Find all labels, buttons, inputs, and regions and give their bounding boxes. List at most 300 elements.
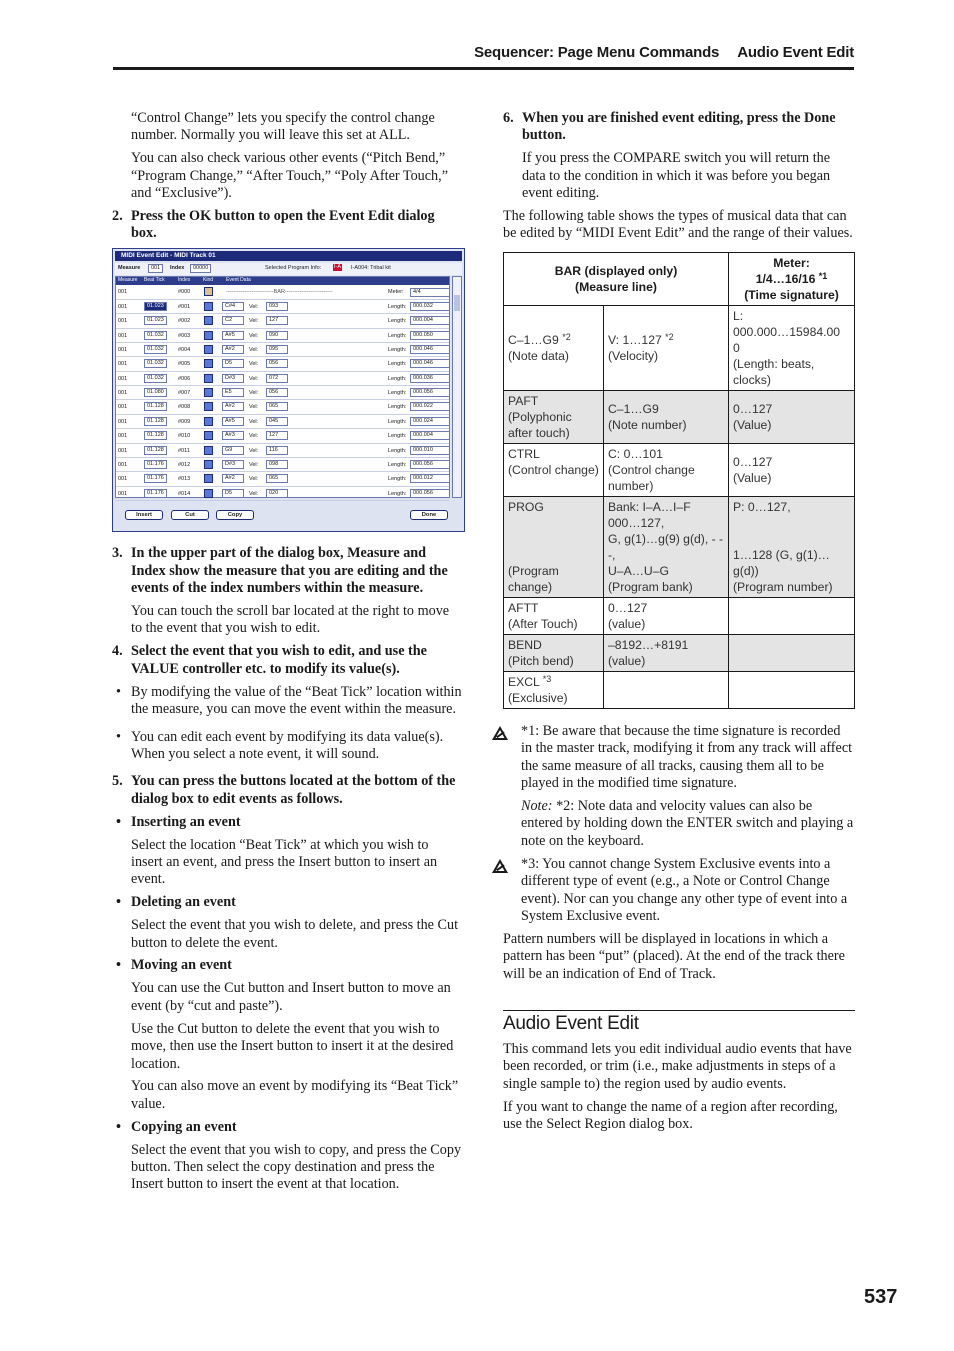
row-velocity[interactable]: 056 xyxy=(266,359,288,368)
index-field[interactable]: 00000 xyxy=(190,264,211,273)
note-icon xyxy=(204,474,213,483)
length-label: Length: xyxy=(388,476,407,483)
col-event-data: Event Data xyxy=(226,277,251,284)
cell-text: (Note number) xyxy=(608,417,687,432)
step-text: In the upper part of the dialog box, Measure and Index show the measure that you are editing and the events of the index numbers within the measure. xyxy=(131,545,448,597)
row-velocity[interactable]: 065 xyxy=(266,474,288,483)
caution-note-3 xyxy=(503,856,855,926)
length-label: Length: xyxy=(388,332,407,339)
selected-info-value: I-A004: Tribal kit xyxy=(351,265,391,272)
step-text: You can press the buttons located at the bottom of the dialog box to edit events as follows. xyxy=(131,773,456,807)
row-beat-tick[interactable]: 01.176 xyxy=(144,474,167,483)
row-beat-tick[interactable]: 01.128 xyxy=(144,417,167,426)
row-note[interactable]: D#3 xyxy=(222,374,244,383)
step-2 xyxy=(112,208,462,243)
table-row[interactable] xyxy=(116,300,449,314)
note-icon xyxy=(204,374,213,383)
table-row xyxy=(504,597,855,634)
cell-note-length xyxy=(729,305,855,390)
table-row xyxy=(504,305,855,390)
cell-text: G, g(1)…g(9) g(d), - - -, xyxy=(608,531,724,562)
cell-aftt-type xyxy=(504,597,604,634)
row-velocity[interactable]: 116 xyxy=(266,446,288,455)
step-text: Select the event that you wish to edit, and use the VALUE controller etc. to modify its value(s). xyxy=(131,643,427,677)
step-number: 2. xyxy=(112,208,123,225)
header-bar-line2: (Measure line) xyxy=(575,279,657,294)
row-velocity[interactable]: 072 xyxy=(266,374,288,383)
row-note[interactable]: A#2 xyxy=(222,402,244,411)
bullet: • xyxy=(116,813,121,830)
row-note[interactable]: A#2 xyxy=(222,345,244,354)
vel-label: Vel: xyxy=(249,433,259,440)
row-beat-tick[interactable]: 01.128 xyxy=(144,402,167,411)
cell-text: (Length: beats, clocks) xyxy=(733,356,815,387)
row-measure: 001 xyxy=(118,318,128,325)
row-length[interactable]: 000.046 xyxy=(410,345,450,354)
table-row[interactable] xyxy=(116,372,449,386)
cell-excl-type xyxy=(504,671,604,708)
row-note[interactable]: D5 xyxy=(222,489,244,498)
paragraph: The following table shows the types of musical data that can be edited by “MIDI Event Edit” and the range of their values. xyxy=(503,208,853,242)
row-note[interactable]: C2 xyxy=(222,316,244,325)
note-icon xyxy=(204,345,213,354)
paragraph: If you want to change the name of a region after recording, use the Select Region dialog box. xyxy=(503,1098,838,1133)
row-index: #002 xyxy=(178,318,191,325)
row-note[interactable]: E5 xyxy=(222,388,244,397)
bullet: • xyxy=(116,1118,121,1135)
row-measure: 001 xyxy=(118,361,128,368)
row-index: #001 xyxy=(178,303,191,310)
cell-ctrl-type xyxy=(504,443,604,496)
table-row[interactable] xyxy=(116,400,449,414)
cell-note-type xyxy=(504,305,604,390)
table-row xyxy=(504,496,855,597)
vel-label: Vel: xyxy=(249,303,259,310)
row-velocity[interactable]: 065 xyxy=(266,402,288,411)
event-list xyxy=(115,276,450,498)
table-row[interactable] xyxy=(116,444,449,458)
cell-text: 0 xyxy=(733,340,740,355)
paragraph: “Control Change” lets you specify the control change number. Normally you will leave this set at ALL. xyxy=(131,110,435,144)
page-header xyxy=(113,44,854,70)
step-text: Press the OK button to open the Event Edit dialog box. xyxy=(131,208,435,242)
cell-text: 000…127, xyxy=(608,515,665,530)
measure-field[interactable]: 001 xyxy=(148,264,163,273)
length-label: Length: xyxy=(388,318,407,325)
cell-text: L: xyxy=(733,308,744,323)
table-row xyxy=(504,634,855,671)
subheading-text: Deleting an event xyxy=(131,894,236,911)
row-length[interactable]: 000.022 xyxy=(410,402,450,411)
length-label: Length: xyxy=(388,433,407,440)
selected-info-label: Selected Program Info: xyxy=(265,265,322,272)
length-label: Length: xyxy=(388,361,407,368)
note-text: *2: Note data and velocity values can also be entered by holding down the ENTER switch and playing a note on the keyboard. xyxy=(521,797,854,849)
length-label: Length: xyxy=(388,447,407,454)
paragraph: Use the Cut button to delete the event that you wish to move, then use the Insert button to insert it at the desired location. xyxy=(131,1020,454,1072)
row-velocity[interactable]: 127 xyxy=(266,316,288,325)
table-row[interactable] xyxy=(116,329,449,343)
row-measure: 001 xyxy=(118,375,128,382)
row-index: #006 xyxy=(178,375,191,382)
left-column xyxy=(112,110,462,1199)
note-icon xyxy=(204,302,213,311)
selected-info-badge: I-A xyxy=(334,264,342,271)
vel-label: Vel: xyxy=(249,418,259,425)
cell-text: V: 1…127 xyxy=(608,332,662,347)
dialog-title: MIDI Event Edit - MIDI Track 01 xyxy=(115,251,462,261)
insert-button[interactable]: Insert xyxy=(125,510,163,520)
row-index: #014 xyxy=(178,490,191,497)
note-icon xyxy=(204,402,213,411)
table-row[interactable] xyxy=(116,429,449,443)
copy-button[interactable]: Copy xyxy=(216,510,254,520)
table-row[interactable] xyxy=(116,343,449,357)
cell-text: (Program bank) xyxy=(608,579,693,594)
note-icon xyxy=(204,359,213,368)
step-text: When you are finished event editing, press the Done button. xyxy=(522,110,836,144)
cell-text: (Value) xyxy=(733,417,772,432)
table-row xyxy=(504,671,855,708)
header-bar-line1: BAR (displayed only) xyxy=(554,263,678,278)
row-index: #010 xyxy=(178,433,191,440)
subheading-copy xyxy=(112,1119,462,1136)
cell-text: –8192…+8191 xyxy=(608,637,689,652)
note-text: *3: You cannot change System Exclusive events into a different type of event (e.g., a Note or Control Change event). Nor can you change any other type of event into a System Exclusive event. xyxy=(521,855,848,924)
row-measure: 001 xyxy=(118,303,128,310)
cell-text: U–A…U–G xyxy=(608,563,669,578)
cell-text: 0…127 xyxy=(733,401,773,416)
cell-text: (Control change number) xyxy=(608,462,695,493)
dialog-topbar xyxy=(115,263,462,275)
header-meter-line1: Meter: xyxy=(773,255,810,270)
paragraph: This command lets you edit individual audio events that have been recorded, or trim (i.e., make adjustments in steps of a single sample to) the region used by audio events. xyxy=(503,1041,852,1092)
row-note[interactable]: G9 xyxy=(222,446,244,455)
scrollbar[interactable] xyxy=(452,276,462,498)
row-note[interactable]: A#5 xyxy=(222,417,244,426)
note-icon xyxy=(204,316,213,325)
right-column xyxy=(503,110,855,1139)
cell-ctrl-range xyxy=(729,443,855,496)
midi-event-range-table xyxy=(503,252,855,709)
row-measure: 001 xyxy=(118,462,128,469)
footnote-ref: *3 xyxy=(542,673,552,684)
cell-text: (value) xyxy=(608,653,646,668)
vel-label: Vel: xyxy=(249,361,259,368)
row-length[interactable]: 000.032 xyxy=(410,302,450,311)
row-velocity[interactable]: 095 xyxy=(266,345,288,354)
header-meter xyxy=(729,252,855,305)
event-list-header xyxy=(116,277,449,285)
vel-label: Vel: xyxy=(249,390,259,397)
cell-excl-empty xyxy=(604,671,729,708)
cell-text: (Program change) xyxy=(508,563,559,594)
vel-label: Vel: xyxy=(249,318,259,325)
paragraph: You can also move an event by modifying its “Beat Tick” value. xyxy=(131,1078,459,1112)
table-row[interactable] xyxy=(116,285,449,299)
step-4 xyxy=(112,643,462,678)
cell-text: (Value) xyxy=(733,470,772,485)
header-meter-line2: 1/4…16/16 xyxy=(755,271,816,286)
row-velocity[interactable]: 045 xyxy=(266,417,288,426)
row-velocity[interactable]: 090 xyxy=(266,331,288,340)
row-measure: 001 xyxy=(118,404,128,411)
row-length[interactable]: 000.024 xyxy=(410,417,450,426)
row-velocity[interactable]: 098 xyxy=(266,460,288,469)
list-text: By modifying the value of the “Beat Tick” location within the measure, you can move the event within the measure. xyxy=(131,683,462,718)
cell-text: 1…128 (G, g(1)…g(d)) xyxy=(733,547,830,578)
row-beat-tick[interactable]: 01.032 xyxy=(144,331,167,340)
row-index: #013 xyxy=(178,476,191,483)
row-velocity[interactable]: 093 xyxy=(266,302,288,311)
cell-text: Bank: I–A…I–F xyxy=(608,499,691,514)
list-item xyxy=(112,684,462,719)
cut-button[interactable]: Cut xyxy=(171,510,209,520)
vel-label: Vel: xyxy=(249,476,259,483)
row-measure: 001 xyxy=(118,332,128,339)
length-label: Length: xyxy=(388,462,407,469)
row-note[interactable]: D5 xyxy=(222,359,244,368)
row-velocity[interactable]: 127 xyxy=(266,431,288,440)
length-label: Length: xyxy=(388,404,407,411)
row-beat-tick[interactable]: 01.023 xyxy=(144,302,167,311)
caution-icon xyxy=(491,858,509,874)
row-beat-tick[interactable]: 01.080 xyxy=(144,388,167,397)
row-beat-tick[interactable]: 01.176 xyxy=(144,489,167,498)
step-number: 6. xyxy=(503,110,514,126)
cell-text: (Velocity) xyxy=(608,348,659,363)
subheading-delete xyxy=(112,894,462,911)
paragraph: You can use the Cut button and Insert button to move an event (by “cut and paste”). xyxy=(131,980,451,1014)
step-6 xyxy=(503,110,855,145)
row-beat-tick[interactable]: 01.176 xyxy=(144,460,167,469)
row-measure: 001 xyxy=(118,490,128,497)
subheading-text: Moving an event xyxy=(131,957,232,974)
note-icon xyxy=(204,431,213,440)
caution-icon xyxy=(491,725,509,741)
row-index: #011 xyxy=(178,447,190,454)
row-note[interactable]: C#4 xyxy=(222,302,244,311)
table-row[interactable] xyxy=(116,487,449,501)
done-button[interactable]: Done xyxy=(410,510,448,520)
note-text: *1: Be aware that because the time signature is recorded in the master track, modifying it from any track will affect the same measure of all tracks, causing them all to be played in the modified time signature. xyxy=(521,722,853,792)
row-beat-tick[interactable]: 01.032 xyxy=(144,374,167,383)
table-row[interactable] xyxy=(116,314,449,328)
row-beat-tick[interactable]: 01.032 xyxy=(144,345,167,354)
row-index: #005 xyxy=(178,361,191,368)
row-note[interactable]: D#3 xyxy=(222,460,244,469)
midi-event-edit-dialog-screenshot xyxy=(112,248,465,532)
note-icon xyxy=(204,446,213,455)
vel-label: Vel: xyxy=(249,490,259,497)
cell-prog-number xyxy=(729,496,855,597)
paragraph: You can touch the scroll bar located at the right to move to the event that you wish to edit. xyxy=(131,603,450,637)
header-section: Sequencer: Page Menu Commands xyxy=(474,44,720,61)
paragraph: If you press the COMPARE switch you will return the data to the condition in which it was before you began event editing. xyxy=(522,150,831,202)
row-length[interactable]: 000.050 xyxy=(410,331,450,340)
row-index: #000 xyxy=(178,289,191,296)
cell-text: (Control change) xyxy=(508,462,599,477)
cell-text: 0…127 xyxy=(608,600,648,615)
cell-text: (Exclusive) xyxy=(508,690,568,705)
length-label: Length: xyxy=(388,375,407,382)
cell-text: PROG xyxy=(508,499,544,514)
cell-text: (Program number) xyxy=(733,579,833,594)
row-length[interactable]: 000.012 xyxy=(410,474,450,483)
page-number: 537 xyxy=(864,1286,898,1308)
row-note[interactable]: A#5 xyxy=(222,331,244,340)
cell-text: AFTT xyxy=(508,600,539,615)
vel-label: Vel: xyxy=(249,332,259,339)
row-length[interactable]: 000.036 xyxy=(410,374,450,383)
subheading-insert xyxy=(112,814,462,831)
length-label: Length: xyxy=(388,346,407,353)
row-note[interactable]: A#2 xyxy=(222,474,244,483)
row-note[interactable]: A#3 xyxy=(222,431,244,440)
col-beat-tick: Beat Tick xyxy=(144,277,165,284)
step-number: 5. xyxy=(112,773,123,790)
cell-text: C–1…G9 xyxy=(608,401,659,416)
row-beat-tick[interactable]: 01.128 xyxy=(144,446,167,455)
row-length[interactable]: 000.004 xyxy=(410,431,450,440)
meter-field[interactable]: 4/4 xyxy=(410,288,450,297)
cell-text: EXCL xyxy=(508,674,540,689)
footnote-ref: *1 xyxy=(818,270,828,281)
measure-label: Measure xyxy=(118,265,141,272)
cell-excl-empty xyxy=(729,671,855,708)
bullet: • xyxy=(116,894,121,911)
row-length[interactable]: 000.010 xyxy=(410,446,450,455)
col-kind: Kind xyxy=(203,277,214,284)
cell-text: BEND xyxy=(508,637,542,652)
row-index: #003 xyxy=(178,332,191,339)
step-number: 4. xyxy=(112,643,123,660)
note-icon xyxy=(204,388,213,397)
cell-text: P: 0…127, xyxy=(733,499,791,514)
note-label: Note: xyxy=(521,797,553,814)
bullet: • xyxy=(116,683,121,700)
scrollbar-thumb[interactable] xyxy=(454,295,460,311)
header-bar xyxy=(504,252,729,305)
footnote-ref: *2 xyxy=(562,331,571,342)
row-measure: 001 xyxy=(118,418,128,425)
running-header xyxy=(456,44,854,61)
table-row[interactable] xyxy=(116,357,449,371)
cell-paft-range xyxy=(729,390,855,443)
row-length[interactable]: 000.056 xyxy=(410,489,450,498)
row-measure: 001 xyxy=(118,433,128,440)
row-length[interactable]: 000.056 xyxy=(410,388,450,397)
vel-label: Vel: xyxy=(249,462,259,469)
list-text: You can edit each event by modifying its data value(s). When you select a note event, it will sound. xyxy=(131,728,444,762)
header-topic: Audio Event Edit xyxy=(737,44,854,61)
cell-bend-type xyxy=(504,634,604,671)
paragraph: Select the event that you wish to delete, and press the Cut button to delete the event. xyxy=(131,917,459,951)
step-number: 3. xyxy=(112,545,123,562)
cell-text: (Pitch bend) xyxy=(508,653,574,668)
event-rows xyxy=(116,300,449,501)
bullet: • xyxy=(116,728,121,745)
table-row[interactable] xyxy=(116,415,449,429)
note-icon xyxy=(204,331,213,340)
row-beat-tick[interactable]: 01.128 xyxy=(144,431,167,440)
caution-note-1 xyxy=(503,723,855,793)
paragraph: Pattern numbers will be displayed in locations in which a pattern has been “put” (placed). At the end of the track there will be an indication of End of Track. xyxy=(503,930,845,982)
table-row[interactable] xyxy=(116,386,449,400)
row-length[interactable]: 000.046 xyxy=(410,359,450,368)
paragraph: You can also check various other events (“Pitch Bend,” “Program Change,” “After Touch,” “Poly After Touch,” and “Exclusive”). xyxy=(131,150,448,202)
row-index: #007 xyxy=(178,390,191,397)
row-beat-tick[interactable]: 01.023 xyxy=(144,316,167,325)
row-velocity[interactable]: 056 xyxy=(266,388,288,397)
cell-prog-bank xyxy=(604,496,729,597)
row-index: #012 xyxy=(178,462,191,469)
step-5 xyxy=(112,773,462,808)
row-index: #008 xyxy=(178,404,191,411)
paragraph: Select the location “Beat Tick” at which you wish to insert an event, and press the Insert button to insert an event. xyxy=(131,836,438,888)
vel-label: Vel: xyxy=(249,346,259,353)
bar-line: --------------------------BAR-------------------------- xyxy=(226,289,333,296)
row-index: #004 xyxy=(178,346,191,353)
cell-prog-type xyxy=(504,496,604,597)
row-measure: 001 xyxy=(118,476,128,483)
cell-text: C–1…G9 xyxy=(508,332,559,347)
vel-label: Vel: xyxy=(249,375,259,382)
cell-text: (value) xyxy=(608,616,646,631)
note-icon xyxy=(204,417,213,426)
row-length[interactable]: 000.004 xyxy=(410,316,450,325)
vel-label: Vel: xyxy=(249,404,259,411)
row-length[interactable]: 000.056 xyxy=(410,460,450,469)
cell-bend-value xyxy=(604,634,729,671)
row-velocity[interactable]: 020 xyxy=(266,489,288,498)
cell-paft-type xyxy=(504,390,604,443)
subheading-text: Inserting an event xyxy=(131,813,241,830)
cell-text: (Polyphonic after touch) xyxy=(508,409,572,440)
note-icon xyxy=(204,460,213,469)
meter-label: Meter: xyxy=(388,289,404,296)
table-row[interactable] xyxy=(116,472,449,486)
length-label: Length: xyxy=(388,418,407,425)
cell-bend-empty xyxy=(729,634,855,671)
section-heading: Audio Event Edit xyxy=(503,1010,855,1036)
length-label: Length: xyxy=(388,390,407,397)
note-icon xyxy=(204,489,213,498)
cell-text: (After Touch) xyxy=(508,616,578,631)
row-beat-tick[interactable]: 01.032 xyxy=(144,359,167,368)
cell-note-velocity xyxy=(604,305,729,390)
paragraph: Select the event that you wish to copy, and press the Copy button. Then select the copy destination and press the Insert button to insert the event at that location. xyxy=(131,1141,462,1193)
cell-text: CTRL xyxy=(508,446,540,461)
cell-text: C: 0…101 xyxy=(608,446,663,461)
step-3 xyxy=(112,545,462,597)
row-measure: 001 xyxy=(118,390,128,397)
subheading-text: Copying an event xyxy=(131,1118,237,1135)
list-item xyxy=(112,729,462,764)
cell-aftt-value xyxy=(604,597,729,634)
table-row[interactable] xyxy=(116,458,449,472)
table-row xyxy=(504,390,855,443)
row-measure: 001 xyxy=(118,346,128,353)
row-measure: 001 xyxy=(118,289,128,296)
cell-text: PAFT xyxy=(508,393,539,408)
table-row xyxy=(504,443,855,496)
length-label: Length: xyxy=(388,303,407,310)
cell-text: 000.000…15984.00 xyxy=(733,324,841,339)
cell-text: 0…127 xyxy=(733,454,773,469)
cell-aftt-empty xyxy=(729,597,855,634)
table-header-row xyxy=(504,252,855,305)
